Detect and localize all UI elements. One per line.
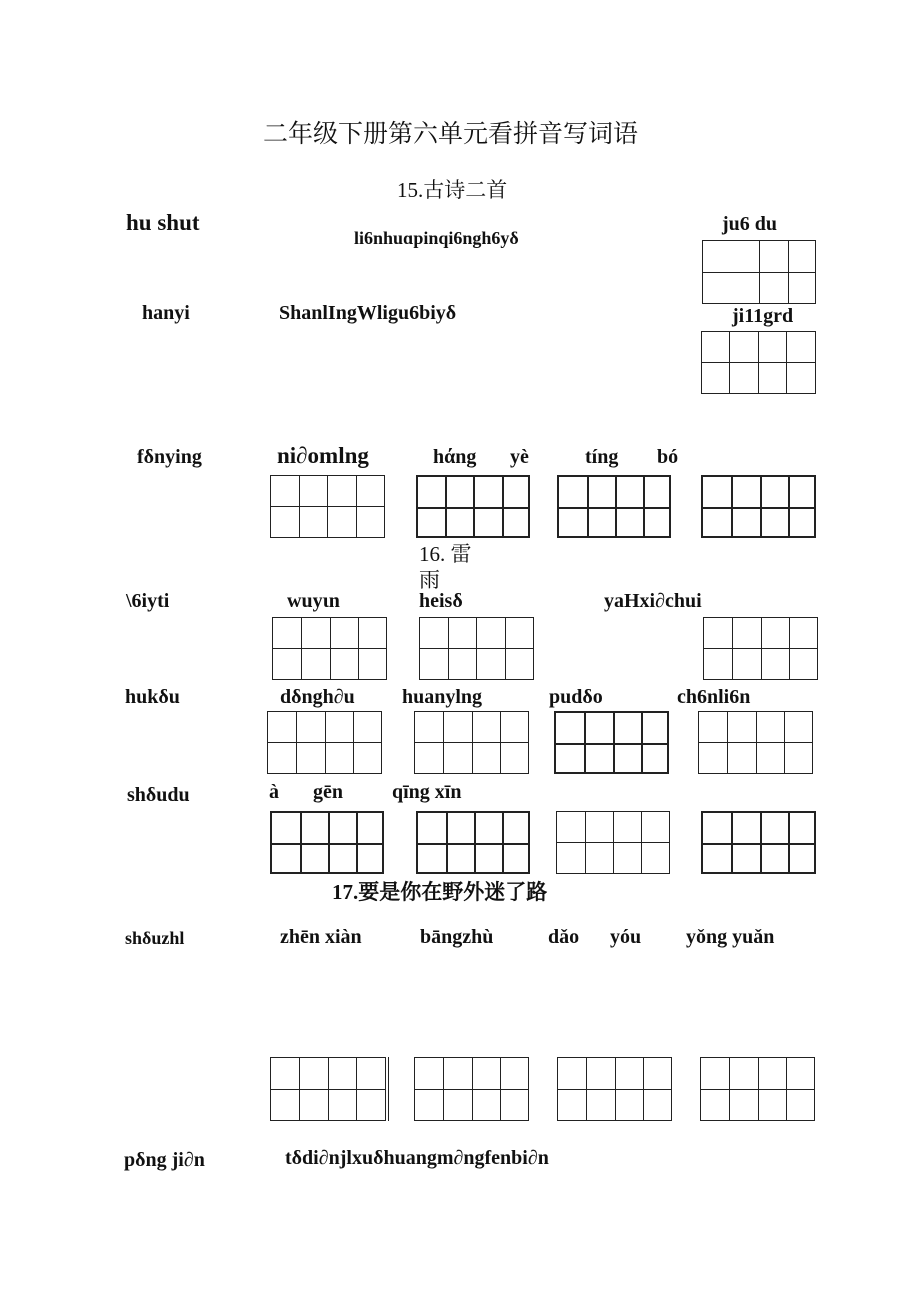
page-title: 二年级下册第六单元看拼音写词语 — [263, 119, 639, 148]
pinyin-yongyuan: yǒng yuǎn — [686, 926, 775, 948]
pinyin-pudo: pudδo — [549, 686, 603, 708]
writing-grid[interactable] — [416, 811, 530, 874]
lesson-16-heading: 16. 雷雨 — [419, 542, 472, 592]
pinyin-chenlien: ch6nli6n — [677, 686, 751, 708]
writing-grid[interactable] — [267, 711, 382, 774]
pinyin-wuyun: wuyιn — [287, 590, 340, 612]
writing-grid[interactable] — [701, 331, 816, 394]
writing-grid[interactable] — [702, 240, 816, 304]
writing-grid[interactable] — [701, 475, 816, 538]
pinyin-dao: dǎo — [548, 926, 580, 948]
writing-grid[interactable] — [414, 1057, 529, 1121]
pinyin-huanying: huanylng — [402, 686, 483, 708]
pinyin-jilgrd: ji11grd — [732, 305, 794, 327]
pinyin-zhenxian: zhēn xiàn — [280, 926, 362, 948]
lesson-17-heading: 17.要是你在野外迷了路 — [332, 880, 548, 904]
pinyin-pongjin: pδng ji∂n — [124, 1149, 205, 1171]
writing-grid[interactable] — [557, 1057, 672, 1121]
pinyin-hanyi: hanyi — [142, 302, 190, 324]
writing-grid[interactable] — [700, 1057, 815, 1121]
pinyin-gen: gēn — [313, 781, 343, 803]
writing-grid[interactable] — [419, 617, 534, 680]
writing-grid[interactable] — [270, 475, 385, 538]
pinyin-hukou: hukδu — [125, 686, 180, 708]
pinyin-you: yóu — [610, 926, 642, 948]
pinyin-jue-du: ju6 du — [722, 213, 778, 235]
writing-grid[interactable] — [557, 475, 671, 538]
writing-grid[interactable] — [703, 617, 818, 680]
writing-grid[interactable] — [416, 475, 530, 538]
writing-grid[interactable] — [414, 711, 529, 774]
writing-grid[interactable] — [701, 811, 816, 874]
writing-grid[interactable] — [270, 811, 384, 874]
divider-line — [388, 1057, 389, 1121]
pinyin-donghou: dδngh∂u — [280, 686, 355, 708]
pinyin-long-line: tδdi∂njlxuδhuangm∂ngfenbi∂n — [285, 1147, 549, 1169]
pinyin-bo: bó — [657, 446, 679, 468]
pinyin-lianhua-line: li6nhuɑpinqi6ngh6yδ — [354, 228, 519, 248]
pinyin-bangzhu: bāngzhù — [420, 926, 494, 948]
pinyin-yahxichui: yaHxi∂chui — [604, 590, 702, 612]
pinyin-heiso: heisδ — [419, 590, 463, 612]
pinyin-ye: yè — [510, 446, 529, 468]
writing-grid[interactable] — [556, 811, 670, 874]
pinyin-fanying: fδnying — [137, 446, 202, 468]
pinyin-a: à — [269, 781, 279, 803]
pinyin-shanling-line: ShanlIngWligu6biyδ — [279, 302, 457, 324]
pinyin-hu-shut: hu shut — [126, 210, 200, 235]
writing-grid[interactable] — [554, 711, 669, 774]
pinyin-shoudu: shδudu — [127, 784, 190, 806]
pinyin-niaoming: ni∂omlng — [277, 443, 369, 468]
pinyin-qingxin: qīng xīn — [392, 781, 462, 803]
writing-grid[interactable] — [270, 1057, 386, 1121]
pinyin-shouzhl: shδuzhl — [125, 928, 185, 948]
pinyin-yiyti: \6iyti — [126, 590, 170, 612]
writing-grid[interactable] — [698, 711, 813, 774]
lesson-15-heading: 15.古诗二首 — [397, 178, 508, 202]
writing-grid[interactable] — [272, 617, 387, 680]
pinyin-hang: hάng — [433, 446, 477, 468]
pinyin-ting: tíng — [585, 446, 619, 468]
